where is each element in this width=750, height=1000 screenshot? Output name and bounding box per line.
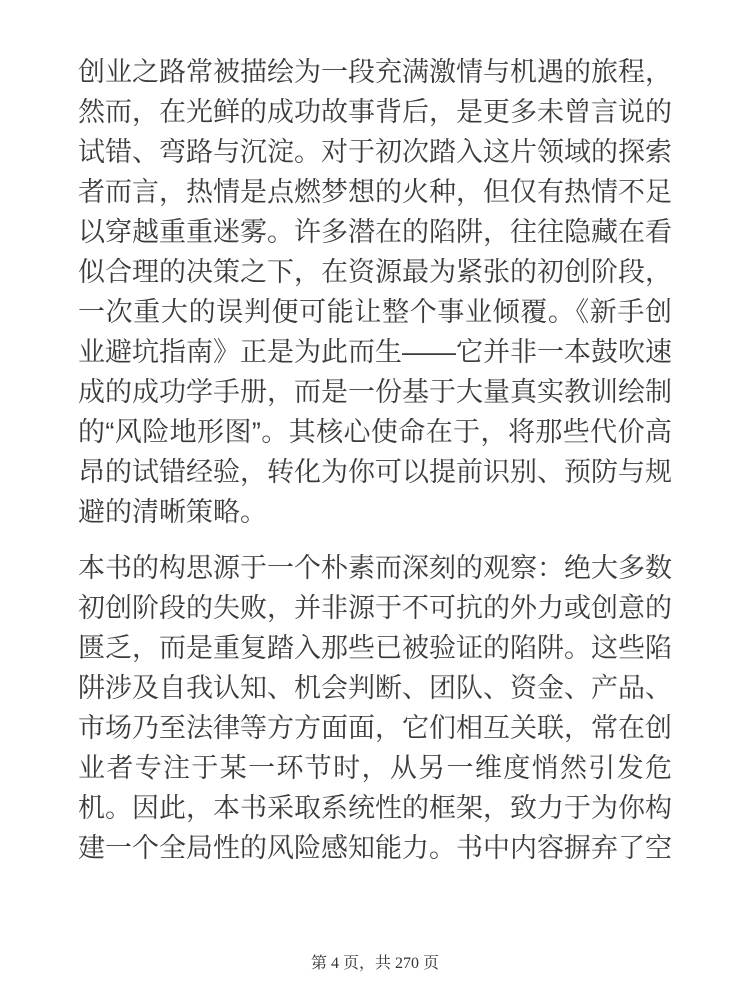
body-paragraph-2: 本书的构思源于一个朴素而深刻的观察：绝大多数初创阶段的失败，并非源于不可抗的外力或创意的匮乏，而是重复踏入那些已被验证的陷阱。这些陷阱涉及自我认知、机会判断、团队、资金、产品、市场乃至法律等方方面面，它们相互关联，常在创业者专注于某一环节时，从另一维度悄然引发危机。因此，本书采取系统性的框架，致力于为你构建一个全局性的风险感知能力。书中内容摒弃了空 — [78, 553, 672, 863]
page-content — [78, 52, 672, 884]
page-number-indicator: 第 4 页，共 270 页 — [310, 955, 439, 972]
body-paragraph-1: 创业之路常被描绘为一段充满激情与机遇的旅程，然而，在光鲜的成功故事背后，是更多未曾言说的试错、弯路与沉淀。对于初次踏入这片领域的探索者而言，热情是点燃梦想的火种，但仅有热情不足以穿越重重迷雾。许多潜在的陷阱，往往隐藏在看似合理的决策之下，在资源最为紧张的初创阶段，一次重大的误判便可能让整个事业倾覆。《新手创业避坑指南》正是为此而生——它并非一本鼓吹速成的成功学手册，而是一份基于大量真实教训绘制的“风险地形图”。其核心使命在于，将那些代价高昂的试错经验，转化为你可以提前识别、预防与规避的清晰策略。 — [78, 57, 672, 527]
